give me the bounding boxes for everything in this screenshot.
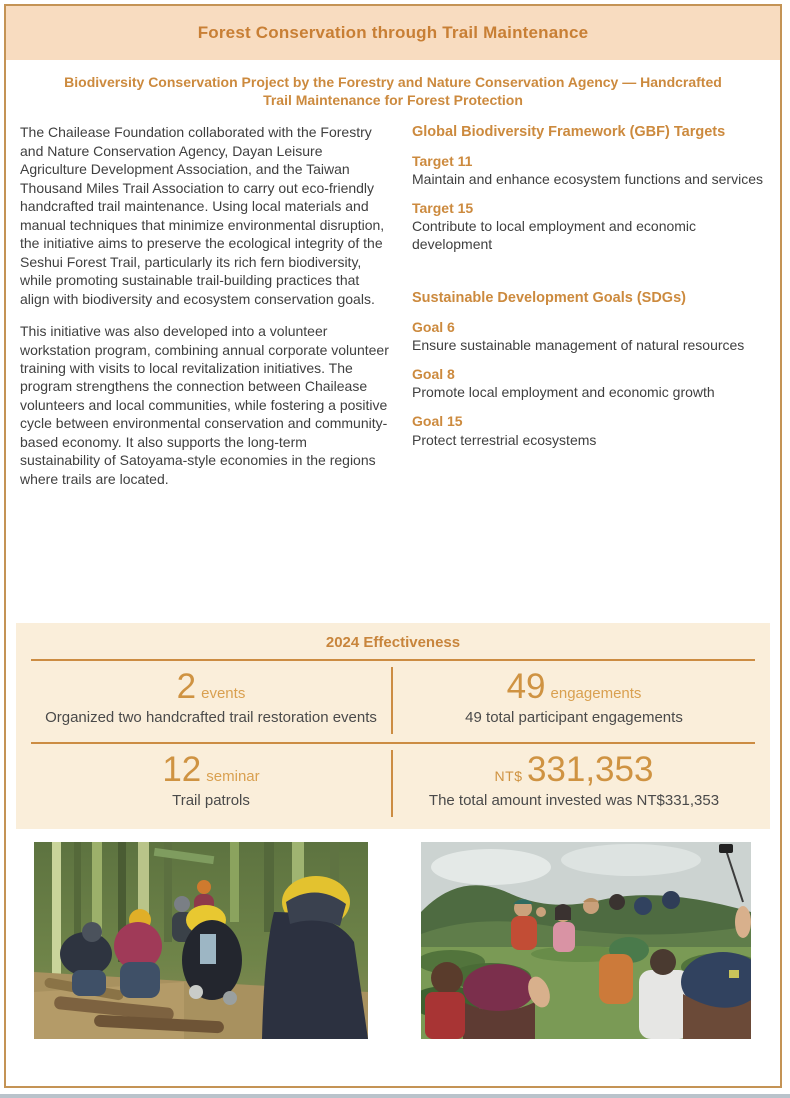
stat-row-2 xyxy=(16,744,770,825)
stat-engagements xyxy=(393,667,755,734)
stat-investment-caption: The total amount invested was NT$331,353 xyxy=(428,792,720,810)
sdg-goal-8 xyxy=(412,365,764,401)
sdg-goal-6 xyxy=(412,318,764,354)
gbf-target-15 xyxy=(412,199,764,254)
paragraph-1: The Chailease Foundation collaborated with the Forestry and Nature Conservation Agency, Dayan Leisure Agriculture Development Association, and the Taiwan Thousand Miles Trail Association to carry out eco-friendly handcrafted trail maintenance. Using local materials and manual techniques that minimize environmental disruption, the initiative aims to preserve the ecological integrity of the Seshui Forest Trail, particularly its rich fern biodiversity, while promoting sustainable trail-building practices that align with biodiversity and ecosystem conservation goals. xyxy=(20,124,385,307)
sdg-heading: Sustainable Development Goals (SDGs) xyxy=(412,290,686,307)
stat-investment xyxy=(393,750,755,817)
stat-engagements-caption: 49 total participant engagements xyxy=(465,709,683,727)
photo-field-briefing xyxy=(421,842,751,1039)
gbf-target-15-label: Target 15 xyxy=(412,199,474,216)
sdg-goal-8-text: Promote local employment and economic growth xyxy=(412,384,715,401)
goals-column xyxy=(390,123,780,623)
page-bottom-edge xyxy=(0,1094,790,1098)
gbf-target-11-text: Maintain and enhance ecosystem functions and services xyxy=(412,170,763,187)
sdg-section xyxy=(412,289,764,448)
photo-trail-restoration xyxy=(34,842,368,1039)
stat-engagements-unit: engagements xyxy=(550,685,642,703)
photo-row xyxy=(6,842,780,1039)
title-band xyxy=(6,6,780,60)
gbf-target-15-text: Contribute to local employment and economic development xyxy=(412,218,697,253)
photo-field-briefing-art xyxy=(421,842,751,1039)
stat-events-caption: Organized two handcrafted trail restoration events xyxy=(45,709,377,727)
gbf-target-11-label: Target 11 xyxy=(412,152,473,169)
effectiveness-panel xyxy=(16,623,770,829)
page-title: Forest Conservation through Trail Maintenance xyxy=(197,23,589,42)
stat-events xyxy=(31,667,393,734)
sdg-goal-6-label: Goal 6 xyxy=(412,318,455,335)
description-column xyxy=(6,123,390,623)
stat-investment-value: 331,353 xyxy=(526,750,654,790)
main-content xyxy=(6,123,780,623)
sdg-goal-8-label: Goal 8 xyxy=(412,365,455,382)
sdg-goal-15 xyxy=(412,412,764,448)
photo-trail-restoration-art xyxy=(34,842,368,1039)
stat-investment-prefix: NT$ xyxy=(494,768,523,785)
stat-seminar-caption: Trail patrols xyxy=(172,792,250,810)
page-frame xyxy=(4,4,782,1088)
sdg-goal-6-text: Ensure sustainable management of natural resources xyxy=(412,336,745,353)
paragraph-2: This initiative was also developed into a volunteer workstation program, combining annual corporate volunteer training with visits to local revitalization initiatives. The program strengthens the connection between Chailease volunteers and local communities, while fostering a positive cycle between environmental conservation and community-based economy. It also supports the long-term sustainability of Satoyama-style economies in the regions where trails are located. xyxy=(20,323,389,487)
sdg-goal-15-text: Protect terrestrial ecosystems xyxy=(412,431,597,448)
gbf-heading: Global Biodiversity Framework (GBF) Targets xyxy=(412,124,726,141)
stat-engagements-value: 49 xyxy=(506,667,546,707)
stat-seminar-unit: seminar xyxy=(206,768,260,786)
stat-events-value: 2 xyxy=(176,667,197,707)
stat-events-unit: events xyxy=(201,685,246,703)
sdg-goal-15-label: Goal 15 xyxy=(412,413,463,430)
stat-row-1 xyxy=(16,661,770,742)
effectiveness-title: 2024 Effectiveness xyxy=(325,634,461,652)
stat-seminar-value: 12 xyxy=(162,750,202,790)
gbf-target-11 xyxy=(412,152,764,188)
page-subtitle: Biodiversity Conservation Project by the Forestry and Nature Conservation Agency — Handcrafted Trail Maintenance for Forest Protection xyxy=(64,74,722,109)
stat-seminar xyxy=(31,750,393,817)
